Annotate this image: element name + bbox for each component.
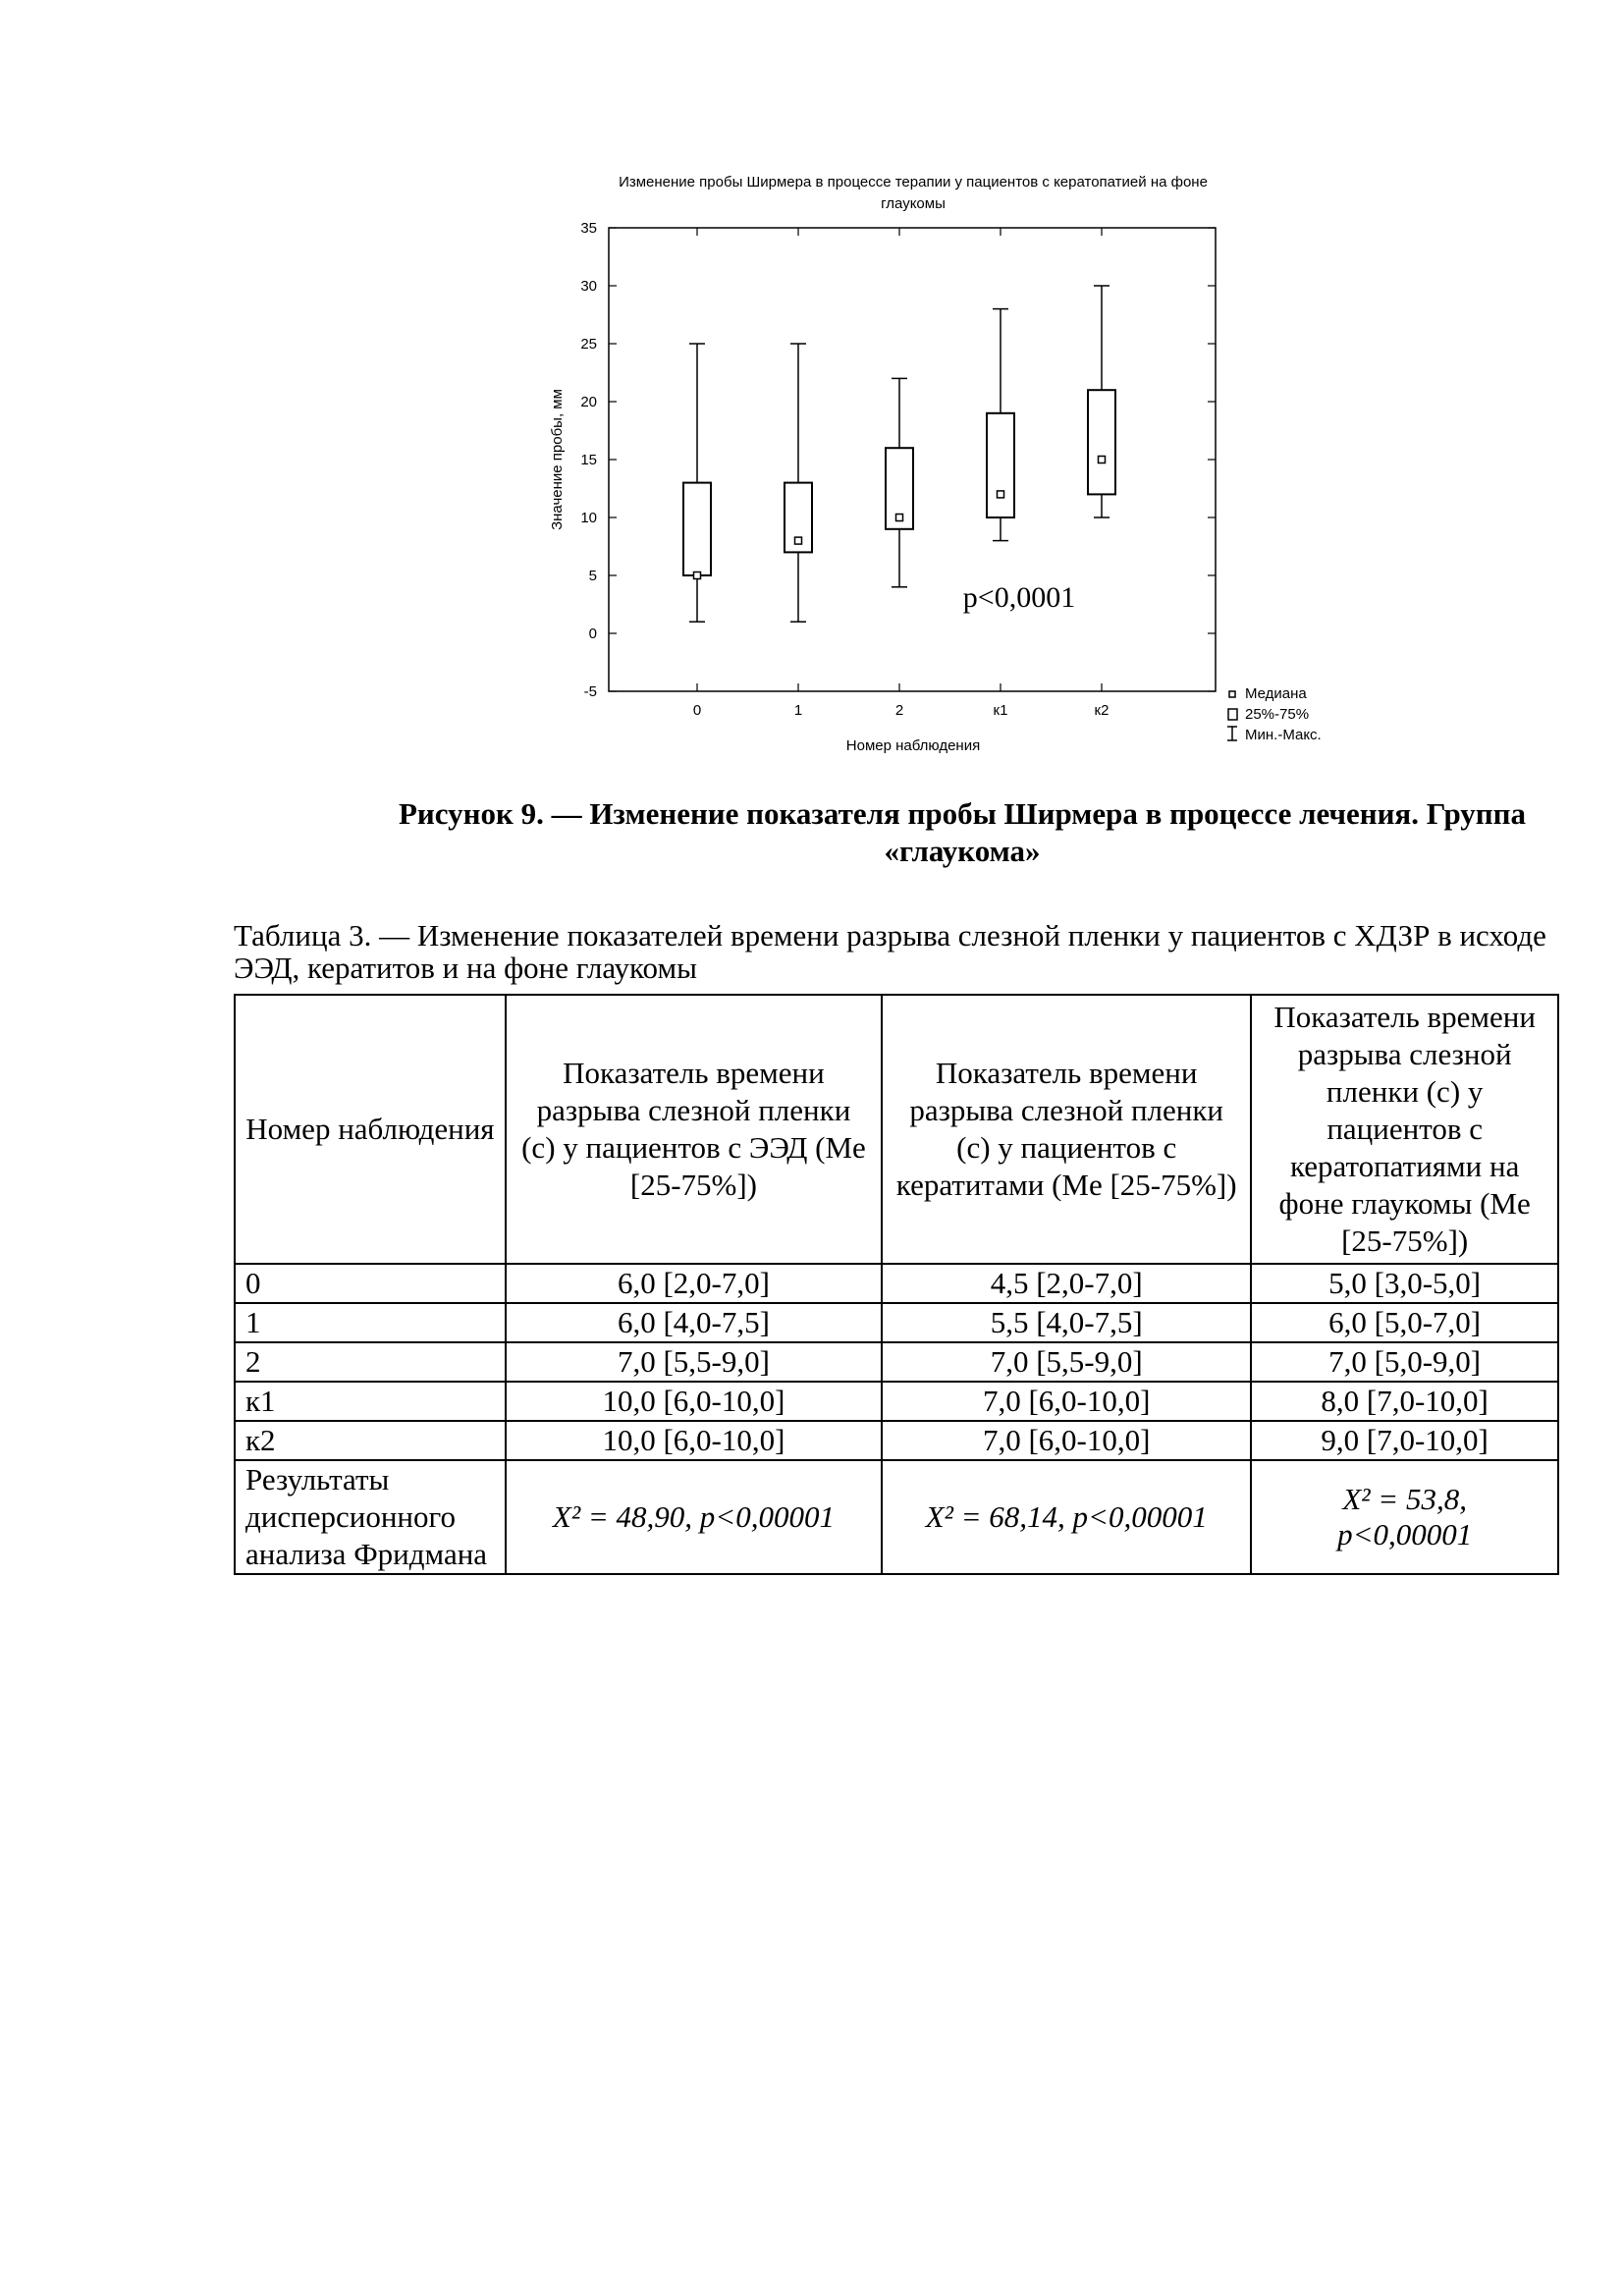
table-cell: 8,0 [7,0-10,0] xyxy=(1251,1382,1558,1421)
box-2 xyxy=(886,378,913,586)
table-row xyxy=(235,1421,1558,1460)
box-plot-chart xyxy=(530,157,1355,766)
figure-caption: Рисунок 9. — Изменение показателя пробы Ширмера в процессе лечения. Группа «глаукома» xyxy=(398,796,1527,868)
y-tick-label: 10 xyxy=(580,510,597,526)
box-1 xyxy=(785,344,812,622)
table-row xyxy=(235,1264,1558,1303)
y-tick-label: 35 xyxy=(580,220,597,237)
legend-median-icon xyxy=(1229,691,1235,697)
header-glaucoma-group: Показатель времени разрыва слезной пленки (с) у пациентов с кератопатиями на фоне глаукомы (Me [25-75%]) xyxy=(1251,995,1558,1264)
x-tick-label: к1 xyxy=(993,702,1008,719)
table-cell: 4,5 [2,0-7,0] xyxy=(882,1264,1251,1303)
results-table xyxy=(234,994,1559,1575)
table-header-row xyxy=(235,995,1558,1264)
p-value-annotation: p<0,0001 xyxy=(962,581,1076,614)
x-tick-label: 2 xyxy=(894,702,904,719)
table-cell: 5,5 [4,0-7,5] xyxy=(882,1303,1251,1342)
median-marker xyxy=(795,537,802,544)
table-cell: 6,0 [2,0-7,0] xyxy=(506,1264,882,1303)
chart-title-line: Изменение пробы Ширмера в процессе терапии у пациентов с кератопатией на фоне xyxy=(619,174,1208,190)
legend-label: 25%-75% xyxy=(1245,706,1310,723)
legend-label: Мин.-Макс. xyxy=(1245,727,1322,743)
table-row xyxy=(235,1382,1558,1421)
table-cell: 9,0 [7,0-10,0] xyxy=(1251,1421,1558,1460)
row-label: 0 xyxy=(235,1264,506,1303)
y-axis-label: Значение пробы, мм xyxy=(549,389,566,530)
stats-row-label: Результаты дисперсионного анализа Фридмана xyxy=(235,1460,506,1574)
table-cell: 5,0 [3,0-5,0] xyxy=(1251,1264,1558,1303)
row-label: 2 xyxy=(235,1342,506,1382)
table-cell: 7,0 [5,5-9,0] xyxy=(882,1342,1251,1382)
header-observation-number: Номер наблюдения xyxy=(235,995,506,1264)
legend-label: Медиана xyxy=(1245,685,1307,702)
median-marker xyxy=(998,491,1004,498)
row-label: к1 xyxy=(235,1382,506,1421)
box-к1 xyxy=(987,309,1014,541)
header-eed-group: Показатель времени разрыва слезной пленки (с) у пациентов с ЭЭД (Me [25-75%]) xyxy=(506,995,882,1264)
friedman-stat-eed: X² = 48,90, p<0,00001 xyxy=(506,1460,882,1574)
table-cell: 6,0 [5,0-7,0] xyxy=(1251,1303,1558,1342)
iqr-box xyxy=(683,483,711,575)
y-tick-label: -5 xyxy=(583,683,597,700)
y-tick-label: 30 xyxy=(580,278,597,295)
box-к2 xyxy=(1088,286,1115,517)
table-cell: 10,0 [6,0-10,0] xyxy=(506,1382,882,1421)
table-row xyxy=(235,1303,1558,1342)
x-tick-label: 0 xyxy=(692,702,702,719)
table-cell: 7,0 [6,0-10,0] xyxy=(882,1382,1251,1421)
y-tick-label: 0 xyxy=(588,626,597,642)
chart-title-line: глаукомы xyxy=(881,195,946,212)
row-label: 1 xyxy=(235,1303,506,1342)
row-label: к2 xyxy=(235,1421,506,1460)
table-cell: 7,0 [6,0-10,0] xyxy=(882,1421,1251,1460)
table-cell: 7,0 [5,0-9,0] xyxy=(1251,1342,1558,1382)
median-marker xyxy=(896,515,903,521)
y-tick-label: 25 xyxy=(580,336,597,353)
table-row xyxy=(235,1342,1558,1382)
table-cell: 6,0 [4,0-7,5] xyxy=(506,1303,882,1342)
table-cell: 7,0 [5,5-9,0] xyxy=(506,1342,882,1382)
x-tick-label: 1 xyxy=(793,702,803,719)
iqr-box xyxy=(1088,390,1115,494)
iqr-box xyxy=(987,413,1014,517)
median-marker xyxy=(694,572,701,579)
chart-title xyxy=(619,174,1208,212)
legend-iqr-icon xyxy=(1228,709,1237,720)
x-axis-label: Номер наблюдения xyxy=(845,737,981,754)
box-0 xyxy=(683,344,711,622)
y-tick-label: 20 xyxy=(580,394,597,410)
friedman-stat-glaucoma: X² = 53,8, p<0,00001 xyxy=(1251,1460,1558,1574)
table-cell: 10,0 [6,0-10,0] xyxy=(506,1421,882,1460)
chart-legend xyxy=(1227,685,1322,743)
median-marker xyxy=(1099,457,1106,463)
table-caption: Таблица 3. — Изменение показателей времени разрыва слезной пленки у пациентов с ХДЗР в исходе ЭЭД, кератитов и на фоне глаукомы xyxy=(234,918,1546,985)
box-series xyxy=(683,286,1115,622)
y-tick-label: 5 xyxy=(588,568,597,584)
friedman-stat-keratitis: X² = 68,14, p<0,00001 xyxy=(882,1460,1251,1574)
header-keratitis-group: Показатель времени разрыва слезной пленки (с) у пациентов с кератитами (Me [25-75%]) xyxy=(882,995,1251,1264)
x-tick-label: к2 xyxy=(1094,702,1110,719)
stats-row xyxy=(235,1460,1558,1574)
y-tick-label: 15 xyxy=(580,452,597,468)
